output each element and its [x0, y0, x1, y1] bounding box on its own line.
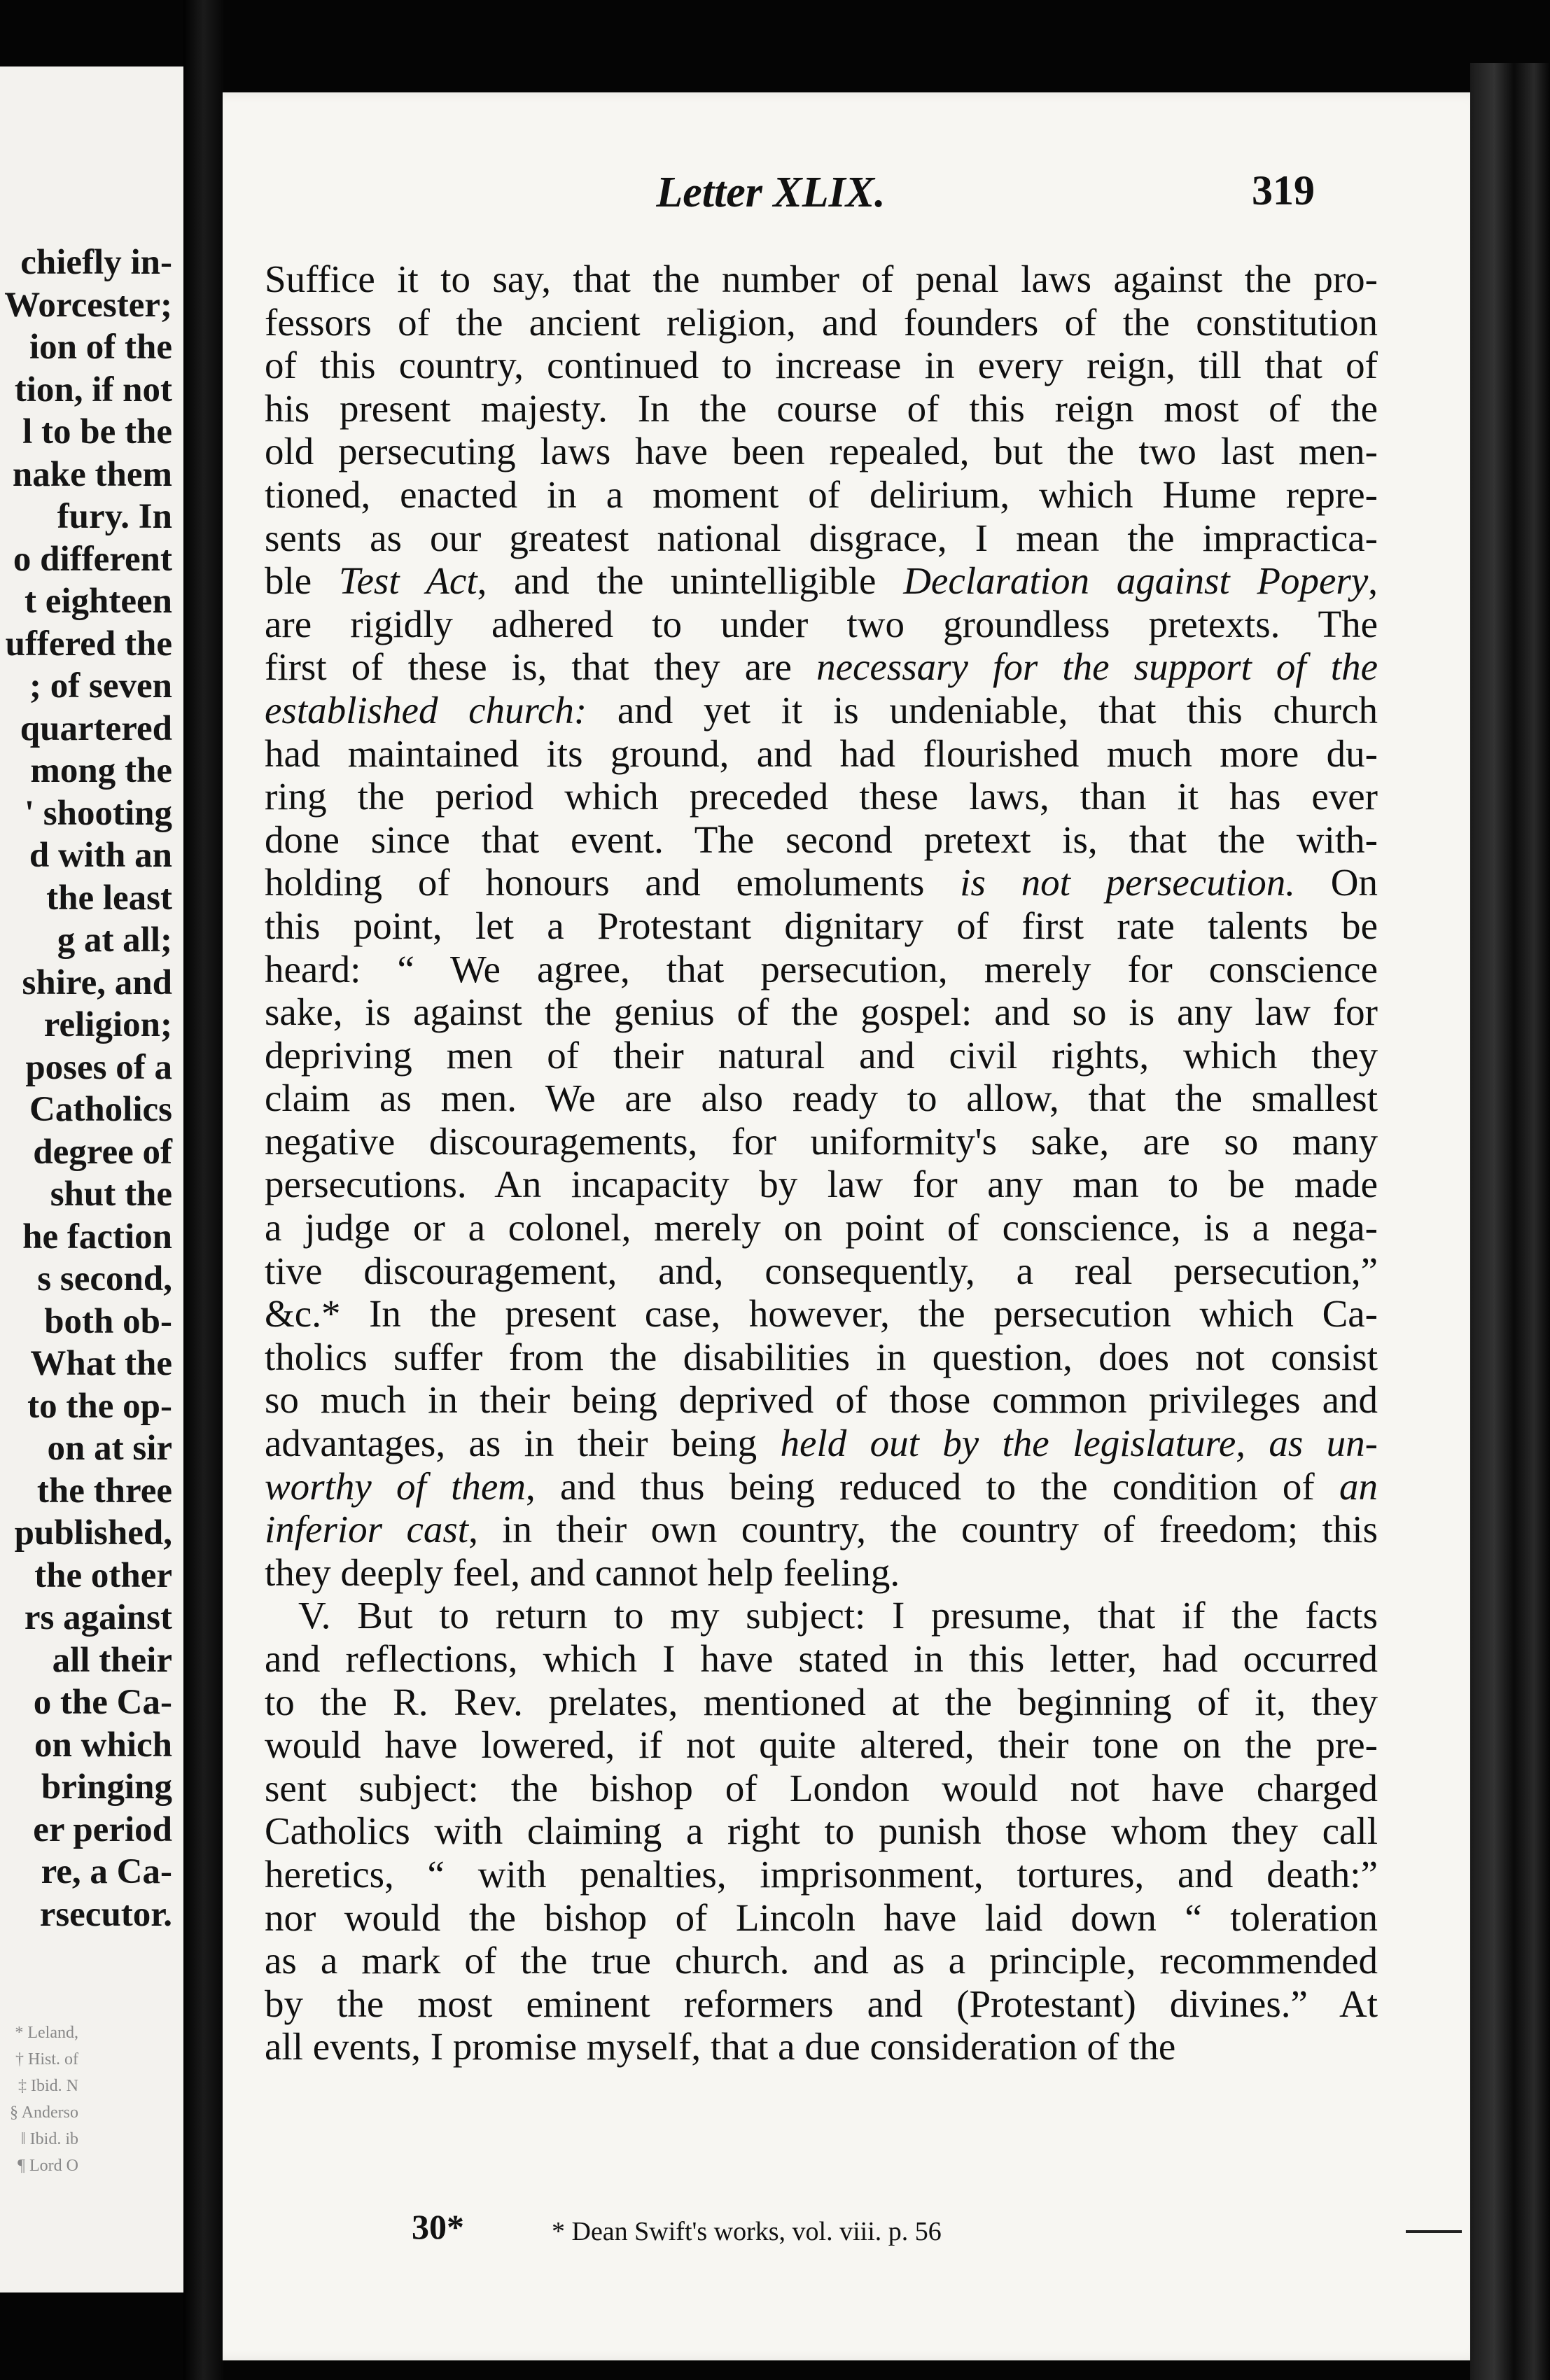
page-number: 319 [1252, 167, 1315, 214]
previous-page-line: ion of the [29, 328, 172, 367]
body-text [265, 258, 1378, 2068]
text-line: sents as our greatest national disgrace, I mean the impractica- [265, 516, 1378, 559]
previous-page-line: o the Ca- [33, 1683, 172, 1722]
previous-page-footnotes [10, 2019, 78, 2179]
text-line: negative discouragements, for uniformity's sake, are so many [265, 1119, 1378, 1163]
previous-page-line: o different [13, 539, 172, 579]
text-line: worthy of them, and thus being reduced to the condition of an [265, 1464, 1378, 1508]
previous-page-footnote: ‖ Ibid. ib [20, 2130, 78, 2148]
previous-page-line: tion, if not [14, 370, 172, 410]
book-gutter [183, 0, 224, 2380]
text-line: sent subject: the bishop of London would not have charged [265, 1766, 1378, 1809]
previous-page-line: nake them [12, 454, 172, 494]
text-line: heretics, “ with penalties, imprisonment, tortures, and death:” [265, 1852, 1378, 1896]
text-line: of this country, continued to increase in every reign, till that of [265, 344, 1378, 387]
previous-page-line: shut the [50, 1175, 172, 1214]
previous-page-line: t eighteen [24, 582, 172, 621]
text-line: this point, let a Protestant dignitary of first rate talents be [265, 904, 1378, 947]
previous-page-line: degree of [33, 1132, 172, 1172]
text-line: done since that event. The second pretext is, that the with- [265, 818, 1378, 861]
text-line: claim as men. We are also ready to allow, that the smallest [265, 1077, 1378, 1120]
text-line: persecutions. An incapacity by law for any man to be made [265, 1163, 1378, 1206]
previous-page-line: bringing [41, 1768, 172, 1807]
text-line: his present majesty. In the course of this reign most of the [265, 386, 1378, 430]
text-line: tive discouragement, and, consequently, a real persecution,” [265, 1249, 1378, 1292]
text-line: they deeply feel, and cannot help feeling. [265, 1550, 900, 1594]
text-line: old persecuting laws have been repealed, but the two last men- [265, 430, 1378, 473]
text-line: nor would the bishop of Lincoln have laid down “ toleration [265, 1896, 1378, 1939]
previous-page-line: mong the [30, 751, 172, 790]
running-head: Letter XLIX. [656, 169, 886, 216]
text-line: ble Test Act, and the unintelligible Declaration against Popery, [265, 559, 1378, 603]
page-footer [412, 2206, 1462, 2255]
text-line: had maintained its ground, and had flourished much more du- [265, 732, 1378, 775]
text-line: and reflections, which I have stated in this letter, had occurred [265, 1637, 1378, 1680]
text-line: heard: “ We agree, that persecution, merely for conscience [265, 947, 1378, 990]
previous-page-line: er period [33, 1809, 172, 1849]
previous-page-line: both ob- [44, 1301, 172, 1341]
previous-page-footnote: ‡ Ibid. N [18, 2077, 78, 2095]
previous-page-line: ; of seven [29, 666, 172, 706]
previous-page-line: d with an [29, 836, 172, 875]
text-line: Suffice it to say, that the number of penal laws against the pro- [265, 258, 1378, 300]
previous-page-line: shire, and [22, 962, 172, 1002]
text-line: depriving men of their natural and civil rights, which they [265, 1033, 1378, 1077]
text-line: sake, is against the genius of the gospel: and so is any law for [265, 990, 1378, 1034]
text-line: a judge or a colonel, merely on point of conscience, is a nega- [265, 1206, 1378, 1250]
previous-page-line: uffered the [5, 624, 172, 664]
text-line: holding of honours and emoluments is not persecution. On [265, 861, 1378, 904]
previous-page-line: s second, [37, 1259, 172, 1298]
text-line: established church: and yet it is undeniable, that this church [265, 688, 1378, 732]
text-line: &c.* In the present case, however, the persecution which Ca- [265, 1292, 1378, 1336]
signature-mark: 30* [412, 2207, 464, 2246]
text-line: inferior cast, in their own country, the country of freedom; this [265, 1508, 1378, 1551]
previous-page-line: chiefly in- [20, 243, 172, 282]
text-line: as a mark of the true church. and as a principle, recommended [265, 1939, 1378, 1982]
previous-page-line: he faction [22, 1217, 172, 1256]
text-line: by the most eminent reformers and (Protestant) divines.” At [265, 1982, 1378, 2025]
text-line: first of these is, that they are necessary for the support of the [265, 645, 1378, 689]
previous-page-text [4, 241, 172, 1935]
previous-page-line: on which [34, 1725, 172, 1765]
previous-page-line: religion; [43, 1005, 172, 1044]
previous-page-line: Worcester; [4, 285, 172, 325]
page-edge [1470, 63, 1550, 2380]
previous-page-line: the least [46, 878, 172, 918]
footnote: * Dean Swift's works, vol. viii. p. 56 [552, 2217, 942, 2246]
previous-page-line: What the [30, 1344, 172, 1383]
previous-page-line: the three [36, 1471, 172, 1511]
previous-page-footnote: § Anderso [10, 2104, 78, 2122]
text-line: are rigidly adhered to under two groundless pretexts. The [265, 602, 1378, 645]
previous-page-fragment [0, 66, 183, 2292]
previous-page-line: rsecutor. [39, 1894, 172, 1934]
previous-page-footnote: ¶ Lord O [18, 2157, 78, 2175]
text-line: V. But to return to my subject: I presume, that if the facts [298, 1594, 1378, 1637]
previous-page-line: on at sir [47, 1429, 172, 1468]
previous-page-line: quartered [20, 708, 172, 748]
previous-page-line: ' shooting [24, 793, 172, 833]
previous-page-line: published, [14, 1513, 172, 1553]
text-line: all events, I promise myself, that a due consideration of the [265, 2025, 1176, 2068]
text-line: fessors of the ancient religion, and founders of the constitution [265, 300, 1378, 344]
previous-page-line: Catholics [29, 1090, 172, 1129]
page [223, 92, 1488, 2360]
text-line: ring the period which preceded these laws, than it has ever [265, 775, 1378, 818]
previous-page-line: re, a Ca- [41, 1852, 172, 1891]
previous-page-line: rs against [24, 1598, 172, 1637]
previous-page-footnote: † Hist. of [15, 2050, 78, 2068]
text-line: to the R. Rev. prelates, mentioned at the beginning of it, they [265, 1680, 1378, 1723]
text-line: tioned, enacted in a moment of delirium, which Hume repre- [265, 472, 1378, 516]
previous-page-line: the other [34, 1555, 172, 1595]
footnote-rule [1406, 2230, 1462, 2233]
previous-page-line: l to be the [22, 412, 172, 451]
previous-page-line: to the op- [27, 1386, 172, 1426]
text-line: would have lowered, if not quite altered, their tone on the pre- [265, 1723, 1378, 1767]
previous-page-line: poses of a [25, 1047, 172, 1087]
previous-page-line: g at all; [57, 920, 172, 960]
text-line: Catholics with claiming a right to punish those whom they call [265, 1809, 1378, 1853]
previous-page-line: all their [52, 1640, 172, 1680]
text-line: so much in their being deprived of those common privileges and [265, 1378, 1378, 1422]
previous-page-footnote: * Leland, [15, 2024, 78, 2042]
text-line: advantages, as in their being held out by the legislature, as un- [265, 1422, 1378, 1465]
previous-page-line: fury. In [57, 497, 172, 536]
text-line: tholics suffer from the disabilities in question, does not consist [265, 1335, 1378, 1378]
